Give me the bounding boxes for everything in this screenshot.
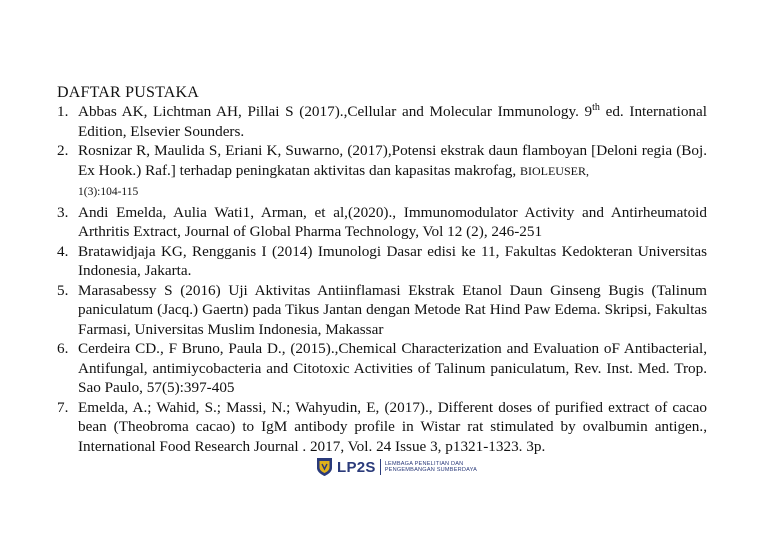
reference-item (57, 398, 707, 457)
reference-superscript: th (592, 101, 600, 113)
reference-text-cont: ed. International Edition, Elsevier Sounders. (78, 103, 707, 140)
reference-item (57, 141, 707, 203)
reference-number: 7. (57, 398, 69, 416)
reference-number: 2. (57, 142, 69, 159)
logo-subtitle-line: LEMBAGA PENELITIAN DAN (384, 460, 464, 467)
reference-text: Marasabessy S (2016) Uji Aktivitas Antiinflamasi Ekstrak Etanol Daun Ginseng Bugis (Talinum paniculatum (Jacq.) Gaertn) pada Tikus Jantan dengan Metode Rat Hind Paw Edema. Skripsi, Fakultas Farmasi, Universitas Muslim Indonesia, Makassar (78, 281, 707, 338)
reference-number: 6. (57, 340, 69, 357)
reference-item (57, 242, 707, 281)
reference-item (57, 203, 707, 242)
reference-text: Andi Emelda, Aulia Wati1, Arman, et al,(2020)., Immunomodulator Activity and Antirheumatoid Arthritis Extract, Journal of Global Pharma Technology, Vol 12 (2), 246-251 (78, 203, 707, 240)
reference-item (57, 339, 707, 398)
reference-text: Bratawidjaja KG, Rengganis I (2014) Imunologi Dasar edisi ke 11, Fakultas Kedokteran Universitas Indonesia, Jakarta. (78, 242, 707, 279)
reference-number: 5. (57, 281, 69, 299)
logo-subtitle (385, 461, 477, 474)
logo-wordmark: LP2S (337, 458, 376, 476)
shield-emblem-icon (316, 457, 333, 477)
reference-text: Abbas AK, Lichtman AH, Pillai S (2017).,Cellular and Molecular Immunology. 9 (78, 103, 593, 120)
reference-journal: BIOLEUSER, (519, 163, 589, 178)
reference-pages: 1(3):104-115 (78, 186, 139, 198)
reference-list (57, 102, 707, 456)
reference-text: Emelda, A.; Wahid, S.; Massi, N.; Wahyudin, E, (2017)., Different doses of purified extract of cacao bean (Theobroma cacao) to IgM antibody profile in Wistar rat stimulated by ovalbumin antigen., International Food Research Journal . 2017, Vol. 24 Issue 3, p1321-1323. 3p. (78, 398, 707, 455)
reference-text: Rosnizar R, Maulida S, Eriani K, Suwarno, (2017),Potensi ekstrak daun flamboyan [Deloni regia (Boj. Ex Hook.) Raf.] terhadap peningkatan aktivitas dan kapasitas makrofag, (78, 142, 707, 179)
logo-subtitle-line: PENGEMBANGAN SUMBERDAYA (384, 467, 478, 473)
reference-number: 3. (57, 203, 69, 221)
reference-text: Cerdeira CD., F Bruno, Paula D., (2015).,Chemical Characterization and Evaluation oF Antibacterial, Antifungal, antimiycobacteria and Citotoxic Activities of Talinum paniculatum, Rev. Inst. Med. Trop. Sao Paulo, 57(5):397-405 (78, 340, 707, 396)
section-heading: DAFTAR PUSTAKA (57, 84, 200, 101)
reference-number: 1. (57, 103, 69, 120)
reference-number: 4. (57, 242, 69, 260)
reference-item (57, 281, 707, 340)
logo-divider (380, 459, 381, 475)
reference-item (57, 102, 707, 141)
footer-logo (316, 456, 477, 478)
